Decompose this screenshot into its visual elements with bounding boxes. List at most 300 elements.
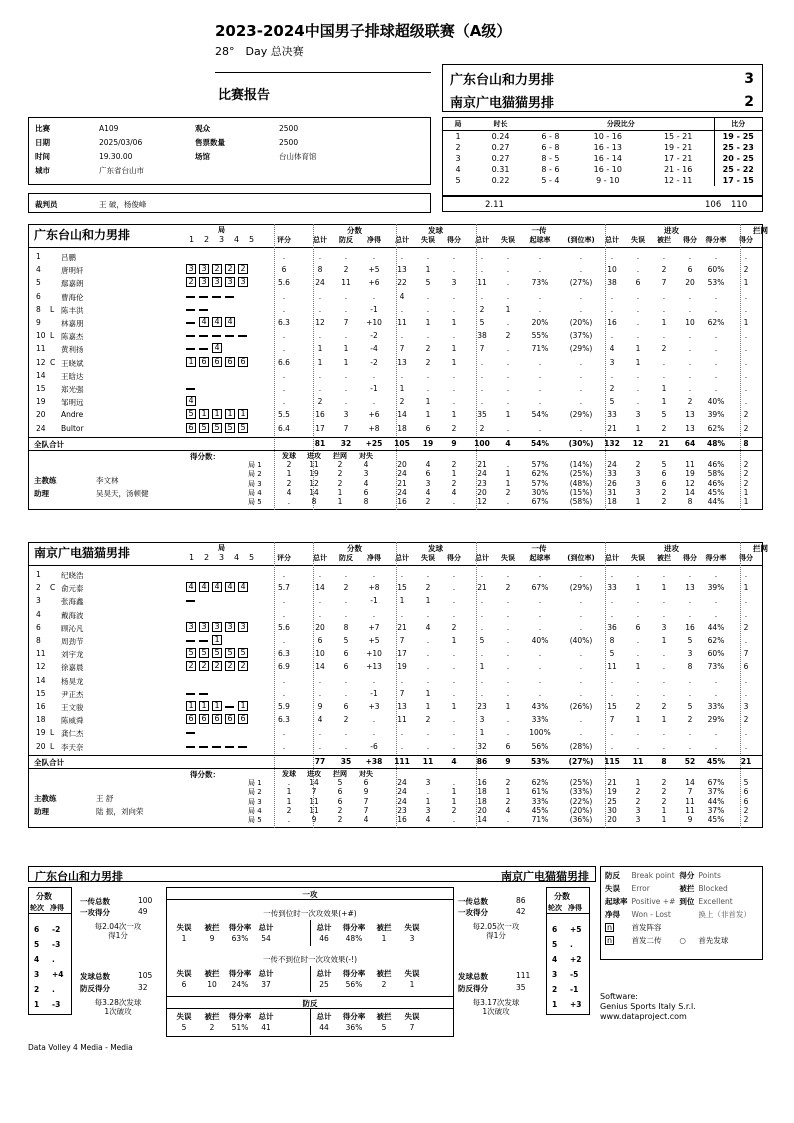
group-head: 进攻 <box>664 544 679 553</box>
per-set-cell: 8 <box>687 497 693 507</box>
stat-cell: 14 <box>315 662 325 672</box>
stat-cell: (29%) <box>569 583 593 593</box>
per-set-head: 对失 <box>359 451 373 460</box>
stat-cell: . <box>610 291 614 301</box>
player-number: 15 <box>36 384 46 393</box>
per-set-cell: 37% <box>707 806 725 815</box>
per-set-cell: 21 <box>477 459 487 469</box>
assistant-name: 陆 振，刘向荣 <box>96 806 144 816</box>
per-set-head: 对失 <box>359 769 373 778</box>
per-set-name: 局 3 <box>248 479 262 488</box>
stat-cell: . <box>688 291 692 301</box>
stat-cell: 1 <box>743 318 749 327</box>
stat-cell: . <box>636 318 640 327</box>
player-number: 1 <box>36 252 41 261</box>
stat-cell: 40% <box>707 397 725 407</box>
start-position: 5 <box>238 423 248 433</box>
assistant-name: 吴昊天，汤顿健 <box>96 488 149 498</box>
stat-cell: . <box>372 609 376 619</box>
stat-cell: 6 <box>425 423 431 433</box>
stat-cell: . <box>344 291 348 301</box>
stat-cell: . <box>662 609 666 619</box>
per-set-cell: 23 <box>477 478 487 488</box>
stat-cell: 1 <box>343 357 349 367</box>
per-set-cell: (48%) <box>569 478 593 488</box>
stat-cell: . <box>452 384 456 393</box>
per-set-cell: 45% <box>707 815 725 825</box>
per-set-cell: 11 <box>309 459 319 469</box>
stat-cell: . <box>714 688 718 698</box>
stat-cell: . <box>610 741 614 751</box>
stat-cell: +5 <box>368 636 380 645</box>
stat-cell: . <box>372 570 376 579</box>
stat-cell: . <box>282 252 286 261</box>
stat-cell: 73% <box>707 662 725 672</box>
group-head: 拦网 <box>753 226 768 235</box>
stat-cell: . <box>452 583 456 593</box>
stat-cell: 18 <box>397 423 407 433</box>
stat-cell: . <box>282 384 286 393</box>
start-position: 1 <box>212 409 222 419</box>
start-position: 2 <box>238 661 248 671</box>
total-cell: 132 <box>604 438 620 448</box>
per-set-cell: 6 <box>363 777 369 787</box>
player-number: 8 <box>36 304 41 314</box>
start-position: 3 <box>238 277 248 287</box>
total-cell: 4 <box>451 756 457 766</box>
stat-cell: . <box>400 728 404 738</box>
start-position: 6 <box>225 714 235 724</box>
rotation-diff: -1 <box>570 985 579 994</box>
stat-cell: . <box>579 649 583 659</box>
stat-cell: 17 <box>315 423 325 433</box>
stat-cell: . <box>426 370 430 380</box>
player-number: 2 <box>36 583 41 593</box>
start-position: 6 <box>199 357 209 367</box>
per-set-cell: 12 <box>477 497 487 507</box>
stat-cell: (29%) <box>569 344 593 354</box>
stat-cell: 9 <box>317 702 323 711</box>
stat-cell: 35 <box>477 410 487 420</box>
substitute-mark <box>186 335 195 337</box>
rotation-diff: +2 <box>570 955 582 964</box>
stat-cell: . <box>744 291 748 301</box>
team-name: 南京广电猫猫男排 <box>34 546 131 560</box>
stat-cell: . <box>318 741 322 751</box>
set-number: 5 <box>249 235 255 244</box>
col-head: 总计 <box>395 554 409 562</box>
set-number: 4 <box>234 553 240 562</box>
per-set-cell: (36%) <box>569 815 593 825</box>
stat-cell: . <box>579 715 583 725</box>
col-head: 失误 <box>501 236 515 244</box>
per-set-cell: 33 <box>607 469 617 479</box>
stat-cell: . <box>506 649 510 659</box>
per-set-cell: 1 <box>635 777 641 787</box>
stat-cell: 2 <box>609 384 615 393</box>
per-set-cell: 6 <box>661 478 667 488</box>
stat-cell: . <box>400 609 404 619</box>
stat-cell: . <box>426 331 430 341</box>
stat-cell: 4 <box>425 622 431 632</box>
stat-cell: . <box>744 357 748 367</box>
stat-cell: . <box>744 596 748 606</box>
stat-cell: . <box>452 662 456 672</box>
col-head: 起球率 <box>529 236 551 244</box>
per-set-cell: . <box>506 459 510 469</box>
start-position: 1 <box>186 357 196 367</box>
per-set-cell: 3 <box>635 806 641 815</box>
total-cell: 19 <box>422 438 434 448</box>
stat-cell: . <box>579 622 583 632</box>
stat-cell: . <box>452 596 456 606</box>
stat-cell: . <box>344 304 348 314</box>
player-role: L <box>50 741 55 751</box>
set-row: 5 0.22 5 - 4 9 - 10 12 - 11 17 - 15 <box>443 175 762 186</box>
stat-cell: . <box>480 291 484 301</box>
total-cell: 32 <box>340 438 352 448</box>
stat-cell: . <box>318 384 322 393</box>
per-set-cell: 2 <box>743 469 749 479</box>
stat-cell: . <box>744 331 748 341</box>
start-position: 1 <box>212 701 222 711</box>
stat-cell: 56% <box>531 741 549 751</box>
stat-cell: . <box>744 570 748 579</box>
stat-cell: 13 <box>685 583 695 593</box>
set-row: 1 0.24 6 - 8 10 - 16 15 - 21 19 - 25 <box>443 130 762 142</box>
set-row: 4 0.31 8 - 6 16 - 10 21 - 16 25 - 22 <box>443 164 762 175</box>
stat-cell: . <box>744 728 748 738</box>
col-head: 得分率 <box>705 554 727 562</box>
per-set-cell: (20%) <box>569 806 593 815</box>
stat-cell: . <box>714 357 718 367</box>
substitute-mark <box>225 335 234 337</box>
stat-cell: . <box>344 596 348 606</box>
stat-cell: 2 <box>743 423 749 433</box>
stat-cell: 1 <box>661 384 667 393</box>
stat-cell: . <box>480 370 484 380</box>
player-number: 15 <box>36 688 46 698</box>
stat-cell: 21 <box>477 583 487 593</box>
report-title: 比赛报告 <box>218 88 271 103</box>
stat-cell: -1 <box>370 384 378 393</box>
stat-cell: . <box>318 570 322 579</box>
per-set-cell: 57% <box>531 478 549 488</box>
stat-cell: . <box>452 291 456 301</box>
per-set-cell: 33% <box>531 796 549 806</box>
stat-cell: 1 <box>343 344 349 354</box>
player-name: 吕鹏 <box>61 253 76 262</box>
stat-cell: 15 <box>607 702 617 711</box>
player-number: 19 <box>36 728 46 738</box>
player-role: L <box>50 728 55 738</box>
stat-cell: . <box>610 252 614 261</box>
stat-cell: . <box>610 370 614 380</box>
stat-cell: . <box>372 291 376 301</box>
stat-cell: 2 <box>743 715 749 725</box>
per-set-cell: 30 <box>607 806 617 815</box>
stat-cell: . <box>372 370 376 380</box>
stat-cell: . <box>662 649 666 659</box>
col-head: 被拦 <box>657 236 671 244</box>
stat-cell: 6.3 <box>278 649 290 659</box>
per-set-cell: 62% <box>531 777 549 787</box>
stat-cell: . <box>714 728 718 738</box>
stat-cell: . <box>282 291 286 301</box>
col-head: 净得 <box>367 554 381 562</box>
stat-cell: . <box>282 728 286 738</box>
per-set-name: 局 1 <box>248 778 262 787</box>
stat-cell: 2 <box>425 715 431 725</box>
col-head: 总计 <box>605 236 619 244</box>
per-set-cell: 8 <box>363 497 369 507</box>
total-cell: 9 <box>505 756 511 766</box>
stat-cell: -4 <box>370 344 378 354</box>
stat-cell: . <box>506 570 510 579</box>
start-position: 5 <box>212 423 222 433</box>
per-set-cell: 24 <box>397 787 407 797</box>
stat-cell: . <box>744 344 748 354</box>
stat-cell: 33 <box>607 583 617 593</box>
stat-cell: . <box>610 596 614 606</box>
per-set-cell: 7 <box>687 787 693 797</box>
stat-cell: 1 <box>425 596 431 606</box>
per-set-name: 局 4 <box>248 489 262 497</box>
per-set-cell: (58%) <box>569 497 593 507</box>
substitute-mark <box>186 746 195 748</box>
stat-cell: 3 <box>451 278 457 288</box>
stat-cell: +3 <box>368 702 380 711</box>
stat-cell: 3 <box>479 715 485 725</box>
per-set-cell: 3 <box>425 478 431 488</box>
total-cell: 21 <box>658 438 670 448</box>
stat-cell: 38 <box>607 278 617 288</box>
stat-cell: 1 <box>317 357 323 367</box>
per-set-cell: 2 <box>451 806 457 815</box>
stat-cell: 5.7 <box>278 583 290 593</box>
stat-cell: . <box>344 609 348 619</box>
per-set-cell: 1 <box>286 787 292 797</box>
stat-cell: 5 <box>343 636 349 645</box>
stat-cell: . <box>538 609 542 619</box>
stat-cell: 3 <box>609 357 615 367</box>
player-name: 邹明远 <box>61 398 84 408</box>
rotation-diff: . <box>570 940 573 949</box>
stat-cell: . <box>318 252 322 261</box>
stat-cell: 5 <box>479 636 485 645</box>
per-set-cell: 46% <box>707 459 725 469</box>
rotation-diff: +3 <box>570 1000 582 1009</box>
stat-cell: 13 <box>397 702 407 711</box>
stat-cell: 12 <box>315 318 325 327</box>
player-name: 李天奈 <box>61 742 84 752</box>
stat-cell: 6 <box>343 649 349 659</box>
stat-cell: . <box>426 662 430 672</box>
player-number: 18 <box>36 715 46 725</box>
stat-cell: 55% <box>531 331 549 341</box>
stat-cell: 1 <box>425 688 431 698</box>
score-box <box>442 64 763 112</box>
stat-cell: . <box>714 570 718 579</box>
stat-cell: . <box>426 252 430 261</box>
total-cell: 9 <box>451 438 457 448</box>
substitute-mark <box>186 348 195 350</box>
start-position: 4 <box>212 317 222 327</box>
stat-cell: 7 <box>743 649 749 659</box>
player-role: L <box>50 304 55 314</box>
stat-cell: . <box>662 728 666 738</box>
per-set-cell: 4 <box>363 478 369 488</box>
start-position: 5 <box>225 648 235 658</box>
stat-cell: 3 <box>687 649 693 659</box>
stat-cell: 1 <box>479 728 485 738</box>
stat-cell: 5 <box>609 397 615 407</box>
stat-cell: . <box>372 728 376 738</box>
player-name: 纪晓浩 <box>61 571 84 580</box>
col-head: 总计 <box>313 236 327 244</box>
player-number: 24 <box>36 423 46 433</box>
stat-cell: (28%) <box>569 741 593 751</box>
info-label: 城市 <box>35 165 50 175</box>
stat-cell: 6 <box>635 278 641 288</box>
stat-cell: 1 <box>425 265 431 275</box>
per-set-cell: 11 <box>309 806 319 815</box>
stat-cell: . <box>282 570 286 579</box>
per-set-cell: 2 <box>661 777 667 787</box>
stat-cell: 19 <box>397 662 407 672</box>
stat-cell: 2 <box>743 622 749 632</box>
match-title: 2023-2024中国男子排球超级联赛（A级） <box>215 22 512 40</box>
rotation-number: 1 <box>34 1000 40 1009</box>
start-position: 1 <box>212 635 222 645</box>
start-position: 3 <box>238 622 248 632</box>
per-set-cell: . <box>506 497 510 507</box>
stat-cell: . <box>318 688 322 698</box>
stat-cell: 100% <box>529 728 551 738</box>
team-total-label: 全队合计 <box>34 439 64 449</box>
per-set-cell: 2 <box>337 478 343 488</box>
per-set-cell: 1 <box>337 488 343 497</box>
player-name: 尹正杰 <box>61 689 84 699</box>
per-set-cell: 14 <box>685 488 695 497</box>
coach-name: 李文林 <box>96 475 119 485</box>
per-set-cell: 3 <box>635 478 641 488</box>
stat-cell: . <box>506 715 510 725</box>
set-number: 2 <box>204 553 210 562</box>
stat-cell: . <box>426 649 430 659</box>
stat-cell: . <box>480 675 484 685</box>
per-set-head: 发球 <box>282 769 296 778</box>
stat-cell: 7 <box>479 344 485 354</box>
stat-cell: . <box>538 397 542 407</box>
stat-cell: 11 <box>397 715 407 725</box>
stat-cell: 5 <box>479 318 485 327</box>
stat-cell: . <box>506 609 510 619</box>
per-set-name: 局 2 <box>248 788 262 797</box>
start-position: 6 <box>238 357 248 367</box>
stat-cell: . <box>282 675 286 685</box>
substitute-mark <box>186 296 195 298</box>
player-name: 杨昊龙 <box>61 676 84 686</box>
total-cell: 48% <box>707 438 725 448</box>
rotation-diff: +5 <box>570 925 582 934</box>
stat-cell: 2 <box>343 583 349 593</box>
stat-cell: . <box>426 741 430 751</box>
stat-cell: 2 <box>661 265 667 275</box>
stat-cell: . <box>426 609 430 619</box>
stat-cell: 39% <box>707 410 725 420</box>
stat-cell: . <box>714 291 718 301</box>
start-position: 6 <box>199 714 209 724</box>
total-cell: 4 <box>505 438 511 448</box>
per-set-cell: 6 <box>337 787 343 797</box>
total-cell: 100 <box>474 438 490 448</box>
stat-cell: . <box>744 636 748 645</box>
stat-cell: . <box>452 370 456 380</box>
per-set-label: 得分数： <box>190 451 220 461</box>
rotation-number: 5 <box>552 940 558 949</box>
per-set-cell: 1 <box>451 796 457 806</box>
group-head: 发球 <box>428 226 443 235</box>
stat-cell: . <box>662 304 666 314</box>
set-scores <box>442 117 763 196</box>
per-set-cell: 7 <box>363 796 369 806</box>
player-name: 陈威舜 <box>61 716 84 726</box>
player-number: 12 <box>36 662 46 672</box>
stat-cell: +5 <box>368 265 380 275</box>
rotation-diff: . <box>52 985 55 994</box>
stat-cell: . <box>426 304 430 314</box>
stat-cell: 1 <box>743 583 749 593</box>
stat-cell: 8 <box>343 622 349 632</box>
info-value <box>277 163 319 177</box>
stat-cell: . <box>452 728 456 738</box>
total-cell: 54% <box>531 438 549 448</box>
info-value: 2025/03/06 <box>99 137 143 147</box>
stat-cell: -1 <box>370 304 378 314</box>
stat-cell: 13 <box>397 265 407 275</box>
col-head: 净得 <box>367 236 381 244</box>
rot-head: 净得 <box>568 904 582 912</box>
info-value: 19.30.00 <box>99 151 133 161</box>
stat-cell: . <box>662 662 666 672</box>
per-set-cell: 18 <box>607 497 617 507</box>
stat-cell: 38 <box>477 331 487 341</box>
substitute-mark <box>186 388 195 390</box>
stat-cell: 21 <box>607 423 617 433</box>
stat-cell: 5.6 <box>278 622 290 632</box>
stat-cell: . <box>636 636 640 645</box>
stat-cell: . <box>538 252 542 261</box>
stat-cell: . <box>610 570 614 579</box>
substitute-mark <box>199 746 208 748</box>
player-role: L <box>50 331 55 341</box>
start-position: 4 <box>186 396 196 406</box>
set-col-head: 局 <box>454 119 462 128</box>
per-set-label: 得分数： <box>190 769 220 779</box>
per-set-cell: (15%) <box>569 488 593 497</box>
stat-cell: . <box>318 291 322 301</box>
per-set-cell: 2 <box>425 497 431 507</box>
rotation-number: 4 <box>552 955 558 964</box>
stat-cell: 44% <box>707 622 725 632</box>
stat-cell: . <box>714 304 718 314</box>
stat-cell: . <box>480 649 484 659</box>
stat-cell: 32 <box>477 741 487 751</box>
stat-cell: 2 <box>343 265 349 275</box>
substitute-mark <box>225 706 234 708</box>
stat-cell: 60% <box>707 649 725 659</box>
